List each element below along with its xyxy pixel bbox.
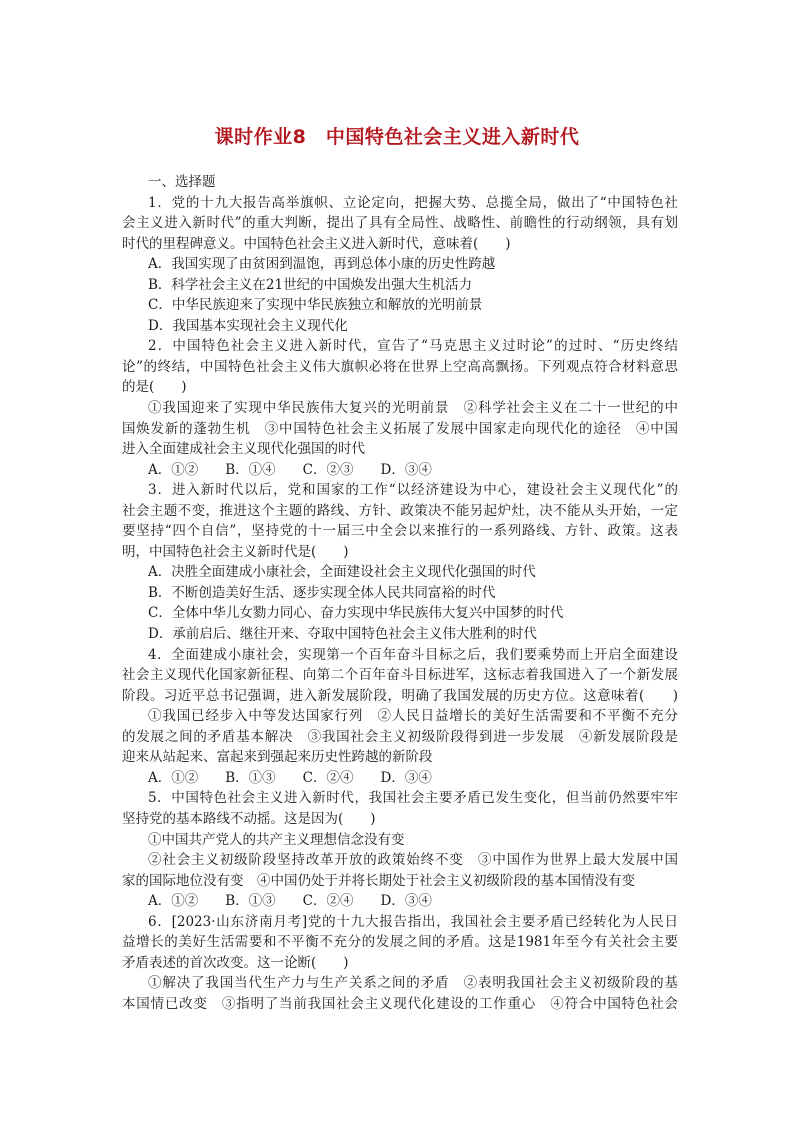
option-line: D．我国基本实现社会主义现代化 (148, 317, 348, 334)
text-line: 2．中国特色社会主义进入新时代，宣告了“马克思主义过时论”的过时、“历史终结 (148, 338, 678, 355)
text-line: 阶段。习近平总书记强调，进入新发展阶段，明确了我国发展的历史方位。这意味着( ) (122, 687, 678, 704)
text-line: ②社会主义初级阶段坚持改革开放的政策始终不变 ③中国作为世界上最大发展中国 (148, 852, 678, 869)
text-line: 的是( ) (122, 379, 187, 396)
option-line: B．科学社会主义在21世纪的中国焕发出强大生机活力 (148, 276, 473, 293)
page-title: 课时作业8 中国特色社会主义进入新时代 (214, 126, 580, 148)
text-line: 进入全面建成社会主义现代化强国的时代 (122, 441, 365, 458)
document-body (122, 172, 678, 1014)
text-line: 会主义进入新时代”的重大判断，提出了具有全局性、战略性、前瞻性的行动纲领，具有划 (122, 215, 678, 232)
text-line: ①解决了我国当代生产力与生产关系之间的矛盾 ②表明我国社会主义初级阶段的基 (148, 975, 678, 992)
text-line: 社会主题不变，推进这个主题的路线、方针、政策决不能另起炉灶，决不能从头开始，一定 (122, 502, 678, 519)
text-line: 3．进入新时代以后，党和国家的工作“以经济建设为中心，建设社会主义现代化”的 (148, 482, 678, 499)
text-line: 坚持党的基本路线不动摇。这是因为( ) (122, 810, 376, 827)
text-line: 本国情已改变 ③指明了当前我国社会主义现代化建设的工作重心 ④符合中国特色社会 (122, 995, 678, 1012)
text-line: 4．全面建成小康社会，实现第一个百年奋斗目标之后，我们要乘势而上开启全面建设 (148, 646, 678, 663)
text-line: 家的国际地位没有变 ④中国仍处于并将长期处于社会主义初级阶段的基本国情没有变 (122, 872, 635, 889)
text-line: 迎来从站起来、富起来到强起来历史性跨越的新阶段 (122, 749, 433, 766)
text-line: 社会主义现代化国家新征程、向第二个百年奋斗目标进军，这标志着我国进入了一个新发展 (122, 667, 678, 684)
text-line: 论”的终结，中国特色社会主义伟大旗帜必将在世界上空高高飘扬。下列观点符合材料意思 (122, 358, 678, 375)
text-line: 的发展之间的矛盾基本解决 ③我国社会主义初级阶段得到进一步发展 ④新发展阶段是 (122, 728, 678, 745)
option-line: A．①② B．①④ C．②③ D．③④ (148, 461, 432, 478)
text-line: 要坚持“四个自信”，坚持党的十一届三中全会以来推行的一系列路线、方针、政策。这表 (122, 523, 678, 540)
section-heading: 一、选择题 (148, 174, 216, 190)
text-line: ①中国共产党人的共产主义理想信念没有变 (148, 831, 405, 848)
text-line: ①我国迎来了实现中华民族伟大复兴的光明前景 ②科学社会主义在二十一世纪的中 (148, 400, 678, 417)
text-line: 益增长的美好生活需要和不平衡不充分的发展之间的矛盾。这是1981年至今有关社会主要 (122, 934, 678, 951)
text-line: ①我国已经步入中等发达国家行列 ②人民日益增长的美好生活需要和不平衡不充分 (148, 708, 678, 725)
text-line: 时代的里程碑意义。中国特色社会主义进入新时代，意味着( ) (122, 235, 511, 252)
option-line: D．承前启后、继往开来、夺取中国特色社会主义伟大胜利的时代 (148, 626, 537, 643)
option-line: C．全体中华儿女勠力同心、奋力实现中华民族伟大复兴中国梦的时代 (148, 605, 564, 622)
text-line: 6．[2023·山东济南月考]党的十九大报告指出，我国社会主要矛盾已经转化为人民日 (148, 913, 678, 930)
option-line: A．我国实现了由贫困到温饱，再到总体小康的历史性跨越 (148, 256, 496, 273)
text-line: 矛盾表述的首次改变。这一论断( ) (122, 954, 349, 971)
option-line: A．决胜全面建成小康社会，全面建设社会主义现代化强国的时代 (148, 564, 536, 581)
option-line: B．不断创造美好生活、逐步实现全体人民共同富裕的时代 (148, 584, 496, 601)
text-line: 国焕发新的蓬勃生机 ③中国特色社会主义拓展了发展中国家走向现代化的途径 ④中国 (122, 420, 678, 437)
option-line: A．①② B．①③ C．②④ D．③④ (148, 769, 432, 786)
option-line: C．中华民族迎来了实现中华民族独立和解放的光明前景 (148, 297, 483, 314)
text-line: 5．中国特色社会主义进入新时代，我国社会主要矛盾已发生变化，但当前仍然要牢牢 (148, 790, 678, 807)
option-line: A．①② B．①③ C．②④ D．③④ (148, 893, 432, 910)
text-line: 1．党的十九大报告高举旗帜、立论定向，把握大势、总揽全局，做出了“中国特色社 (148, 194, 678, 211)
text-line: 明，中国特色社会主义新时代是( ) (122, 543, 349, 560)
